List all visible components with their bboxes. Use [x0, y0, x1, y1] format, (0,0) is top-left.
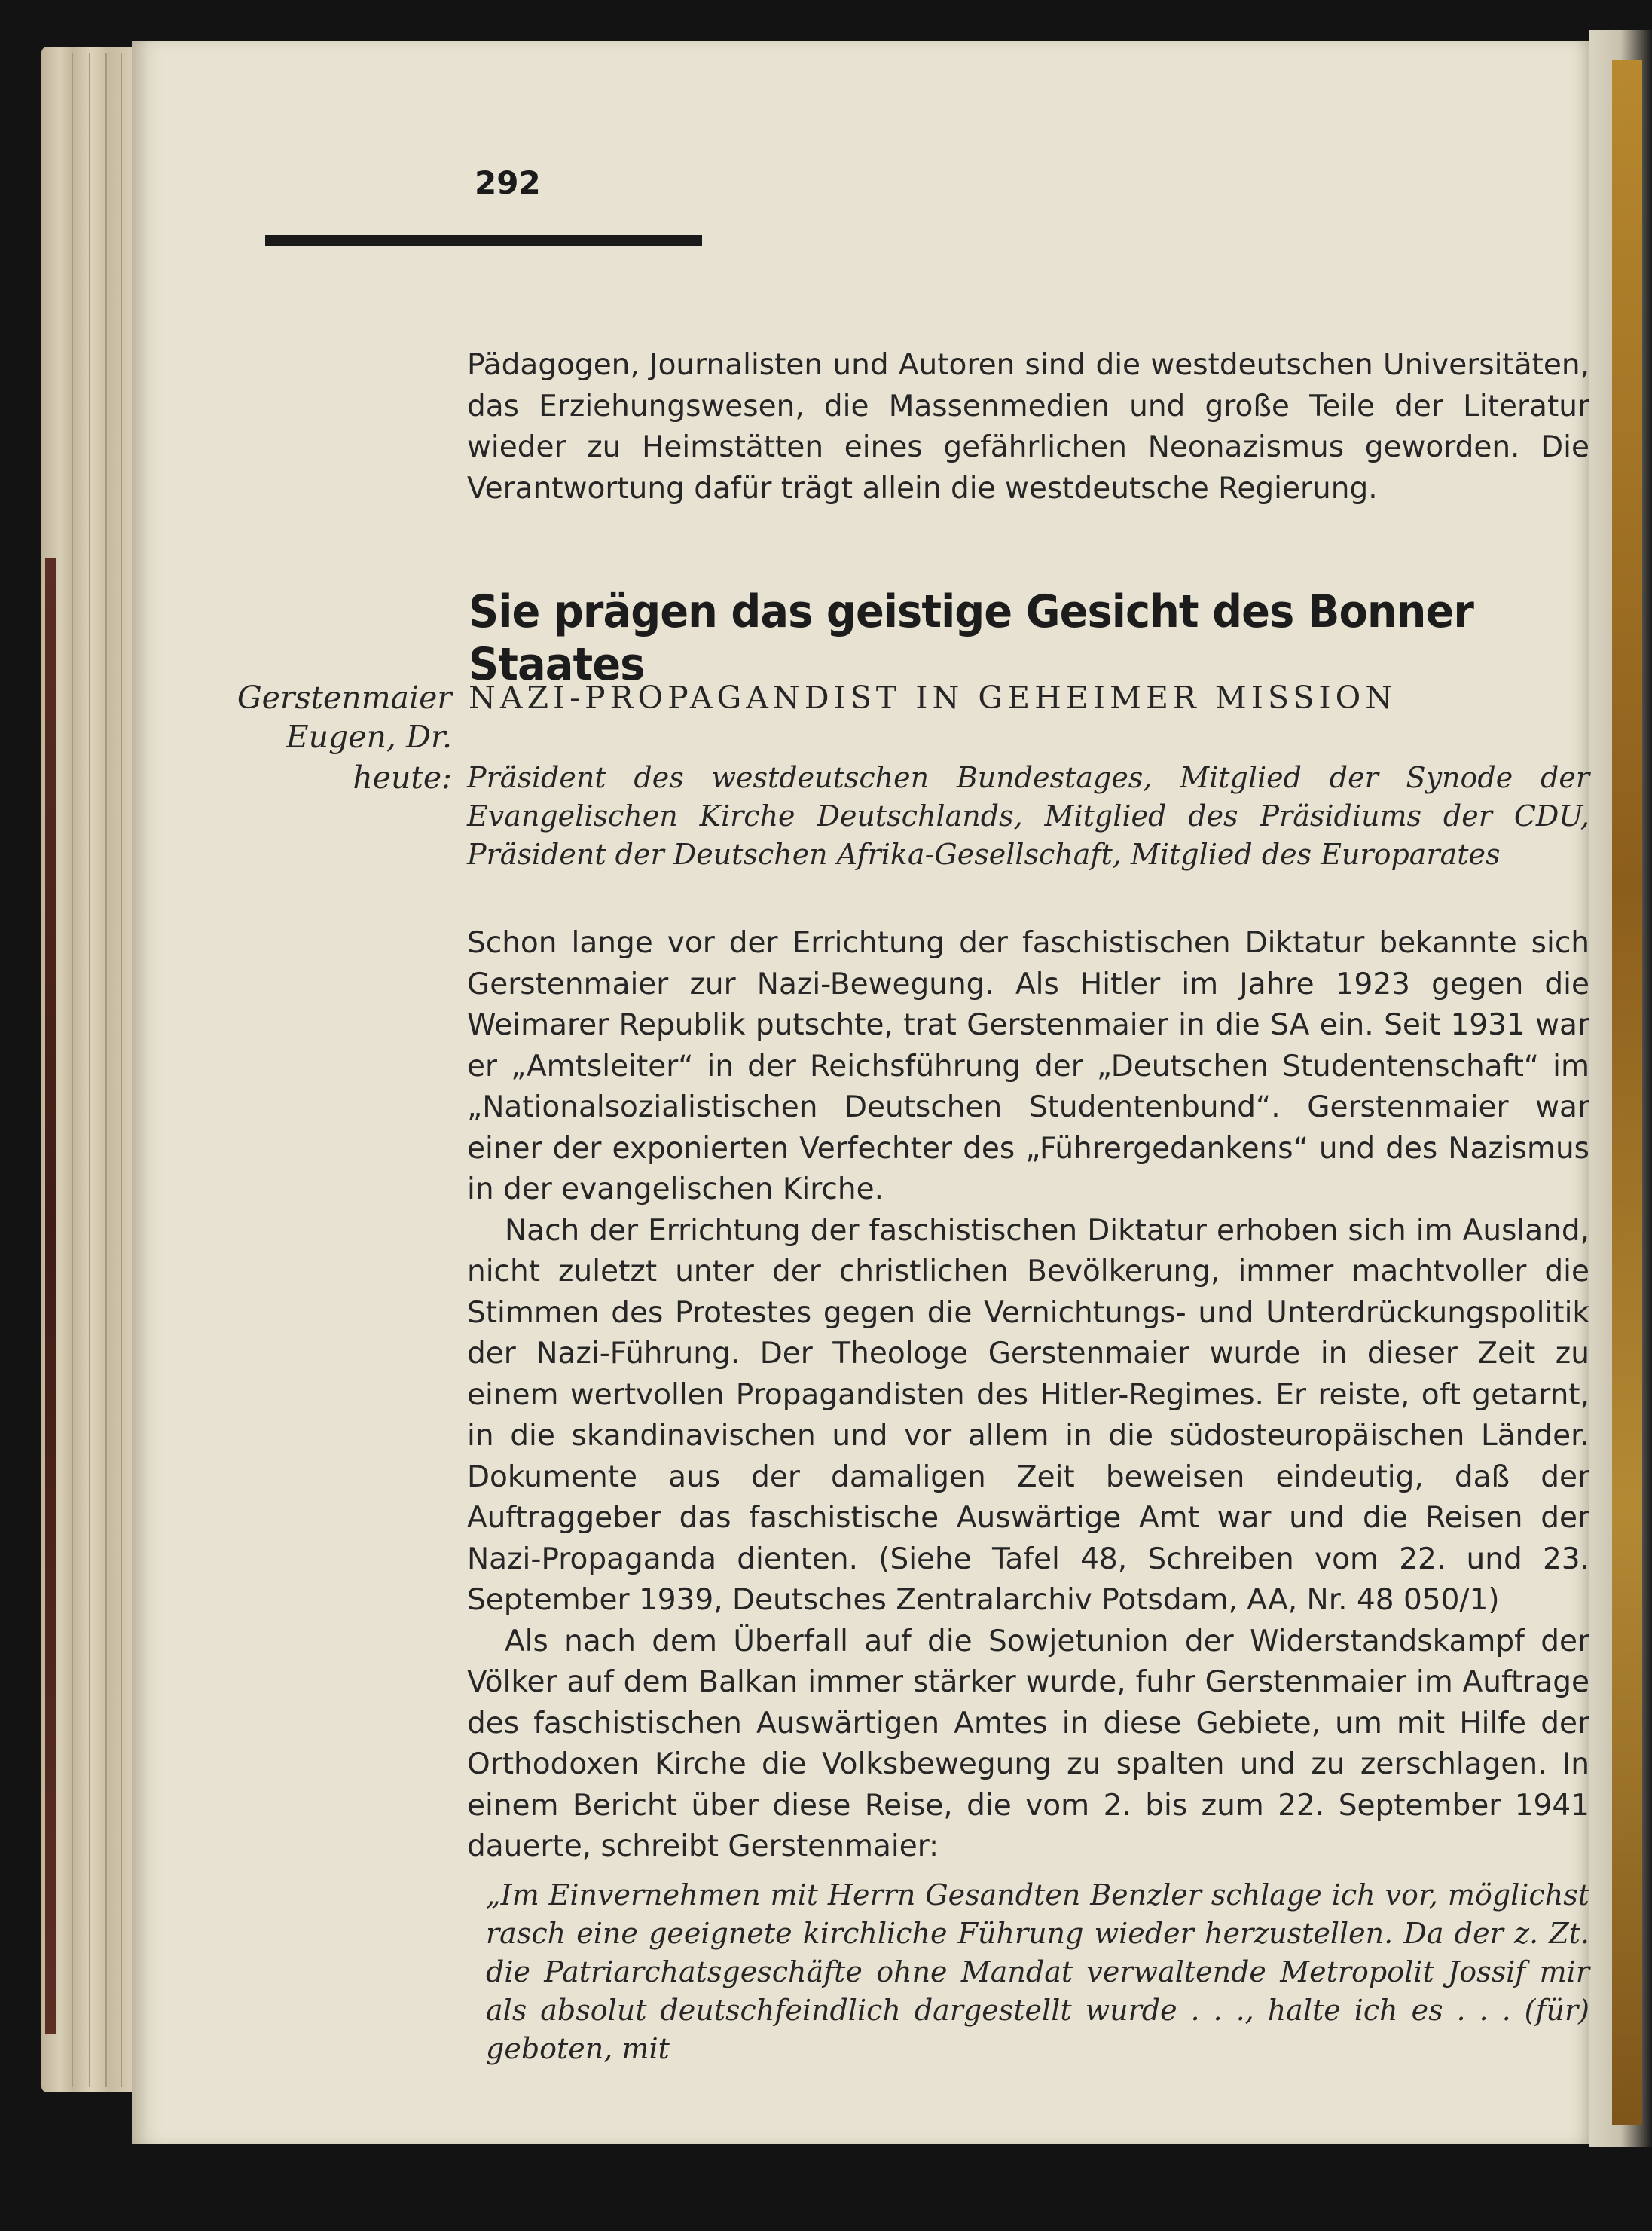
- section-title: Sie prägen das geistige Gesicht des Bonner Staates: [469, 585, 1473, 691]
- page-edge-line: [121, 53, 122, 2087]
- page-edge-line: [89, 53, 90, 2087]
- header-rule: [265, 235, 702, 246]
- next-page-cover-strip: [1612, 60, 1642, 2125]
- paragraph: Schon lange vor der Errichtung der faschistischen Diktatur bekannte sich Gerstenmaier zur Nazi-Bewegung. Als Hitler im Jahre 1923 gegen die Weimarer Republik putschte, trat Gerstenmaier in die SA ein. Seit 1931 war er „Amtsleiter“ in der Reichsführung der „Deutschen Studentenschaft“ im „Nationalsozialistischen Deutschen Studentenbund“. Gerstenmaier war einer der exponierten Verfechter des „Führergedankens“ und des Nazismus in der evangelischen Kirche.: [467, 926, 1589, 1206]
- quote-text: „Im Einvernehmen mit Herrn Gesandten Benzler schlage ich vor, möglichst rasch eine geeignete kirchliche Führung wieder herzustellen. Da der z. Zt. die Patriarchatsgeschäfte ohne Mandat verwaltende Metropolit Jossif mir als absolut deutschfeindlich dargestellt wurde . . ., halte ich es . . . (für) geboten, mit: [486, 1878, 1589, 2065]
- page-edge-line: [72, 53, 73, 2087]
- intro-text: Pädagogen, Journalisten und Autoren sind die westdeutschen Universitäten, das Erziehungswesen, die Massenmedien und große Teile der Literatur wieder zu Heimstätten eines gefährlichen Neonazismus geworden. Die Verantwortung dafür trägt allein die westdeutsche Regierung.: [467, 348, 1589, 506]
- heute-label: heute:: [353, 759, 452, 796]
- paragraph: Als nach dem Überfall auf die Sowjetunion der Widerstandskampf der Völker auf dem Balkan immer stärker wurde, fuhr Gerstenmaier im Auftrage des faschistischen Auswärtigen Amtes in diese Gebiete, um mit Hilfe der Orthodoxen Kirche die Volksbewegung zu spalten und zu zerschlagen. In einem Bericht über diese Reise, die vom 2. bis zum 22. September 1941 dauerte, schreibt Gerstenmaier:: [467, 1624, 1589, 1863]
- intro-paragraph: [467, 345, 1589, 509]
- paragraph: Nach der Errichtung der faschistischen Diktatur erhoben sich im Ausland, nicht zuletzt unter der christlichen Bevölkerung, immer machtvoller die Stimmen des Protestes gegen die Vernichtungs- und Unterdrückungspolitik der Nazi-Führung. Der Theologe Gerstenmaier wurde in dieser Zeit zu einem wertvollen Propagandisten des Hitler-Regimes. Er reiste, oft getarnt, in die skandinavischen und vor allem in die südosteuropäischen Länder. Dokumente aus der damaligen Zeit beweisen eindeutig, daß der Auftraggeber das faschistische Auswärtige Amt war und die Reisen der Nazi-Propaganda dienten. (Siehe Tafel 48, Schreiben vom 22. und 23. September 1939, Deutsches Zentralarchiv Potsdam, AA, Nr. 48 050/1): [467, 1213, 1589, 1617]
- person-headline: NAZI-PROPAGANDIST IN GEHEIMER MISSION: [469, 680, 1397, 716]
- page-edge-line: [105, 53, 107, 2087]
- current-roles: Präsident des westdeutschen Bundestages, Mitglied der Synode der Evangelischen Kirche Deutschlands, Mitglied des Präsidiums der CDU, Präsident der Deutschen Afrika-Gesellschaft, Mitglied des Europarates: [467, 761, 1589, 871]
- book-spine-binding: [45, 558, 56, 2034]
- person-name: [211, 678, 452, 756]
- person-given-name: Eugen, Dr.: [286, 719, 452, 755]
- person-surname: Gerstenmaier: [237, 680, 452, 716]
- main-text: [467, 923, 1589, 1868]
- page-number: 292: [475, 164, 541, 201]
